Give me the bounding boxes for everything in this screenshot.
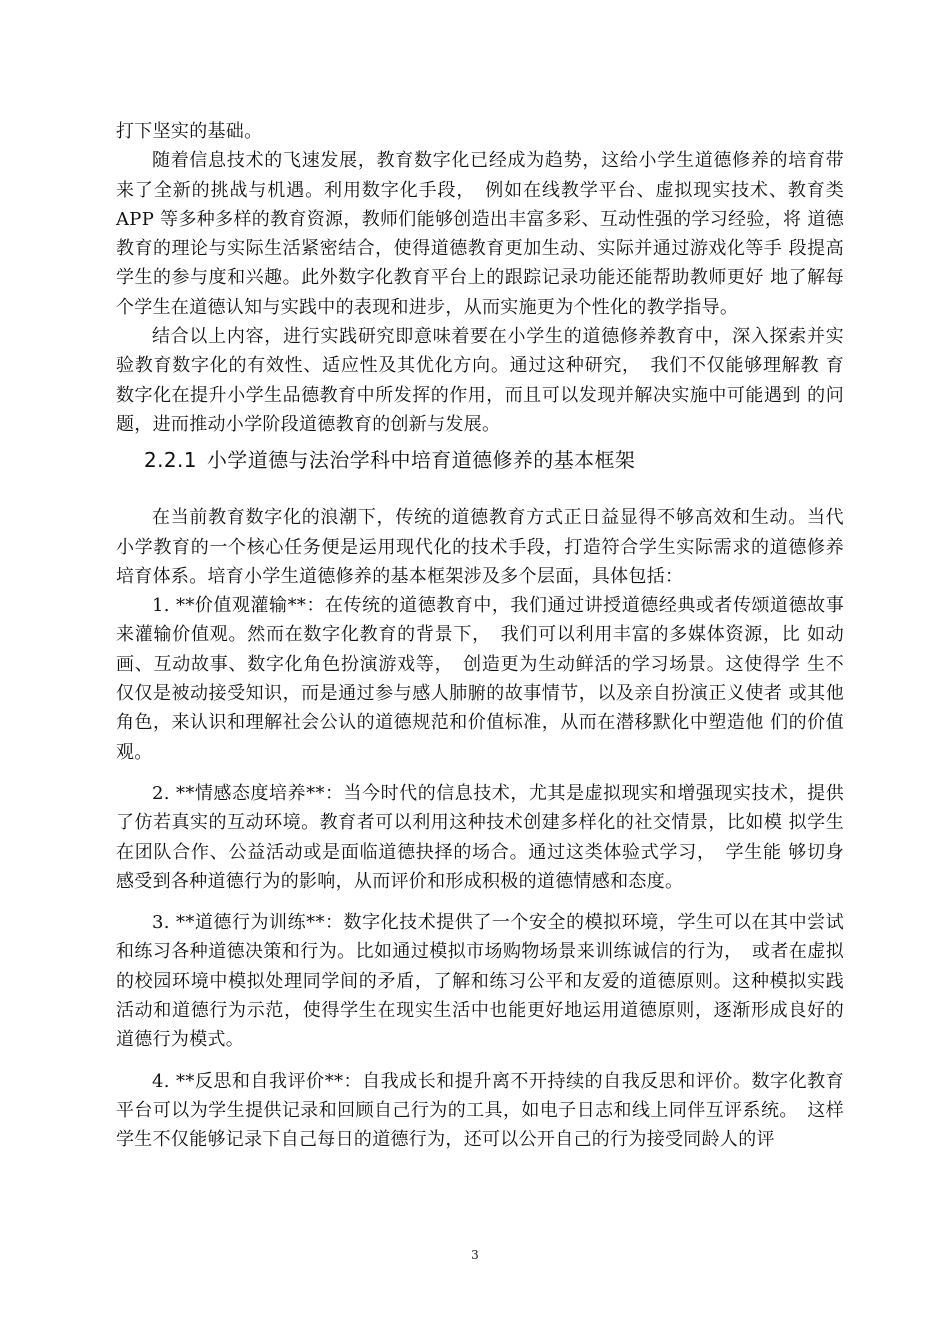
document-body bbox=[116, 117, 844, 1155]
list-item-reflection: 4. **反思和自我评价**：自我成长和提升离不开持续的自我反思和评价。数字化教育平台可以为学生提供记录和回顾自己行为的工具，如电子日志和线上同伴互评系统。 这样学生不仅能够记录下自己每日的道德行为，还可以公开自己的行为接受同龄人的评 bbox=[116, 1070, 844, 1151]
section-heading bbox=[116, 445, 844, 475]
paragraph-practice-research: 结合以上内容，进行实践研究即意味着要在小学生的道德修养教育中，深入探索并实验教育数字化的有效性、适应性及其优化方向。通过这种研究， 我们不仅能够理解教 育数字化在提升小学生品德教育中所发挥的作用，而且可以发现并解决实施中可能遇到 的问题，进而推动小学阶段道德教育的创新与发展。 bbox=[116, 326, 844, 435]
section-title: 小学道德与法治学科中培育道德修养的基本框架 bbox=[206, 448, 636, 473]
section-number: 2.2.1 bbox=[144, 448, 197, 473]
page-number: 3 bbox=[471, 1248, 479, 1262]
list-item-emotion: 2. **情感态度培养**：当今时代的信息技术，尤其是虚拟现实和增强现实技术，提供了仿若真实的互动环境。教育者可以利用这种技术创建多样化的社交情景，比如模 拟学生在团队合作、公益活动或是面临道德抉择的场合。通过这类体验式学习， 学生能 够切身感受到各种道德行为的影响，从而评价和形成积极的道德情感和态度。 bbox=[116, 782, 844, 892]
list-item-values: 1. **价值观灌输**：在传统的道德教育中，我们通过讲授道德经典或者传颂道德故事来灌输价值观。然而在数字化教育的背景下， 我们可以利用丰富的多媒体资源，比 如动画、互动故事、数字化角色扮演游戏等， 创造更为生动鲜活的学习场景。这使得学 生不仅仅是被动接受知识，而是通过参与感人肺腑的故事情节，以及亲自扮演正义使者 或其他角色，来认识和理解社会公认的道德规范和价值标准，从而在潜移默化中塑造他 们的价值观。 bbox=[116, 595, 844, 763]
paragraph-digitalization-trend: 随着信息技术的飞速发展，教育数字化已经成为趋势，这给小学生道德修养的培育带来了全新的挑战与机遇。利用数字化手段， 例如在线教学平台、虚拟现实技术、教育类 APP 等多种多样的教育资源，教师们能够创造出丰富多彩、互动性强的学习经验，将 道德教育的理论与实际生活紧密结合，使得道德教育更加生动、实际并通过游戏化等手 段提高学生的参与度和兴趣。此外数字化教育平台上的跟踪记录功能还能帮助教师更好 地了解每个学生在道德认知与实践中的表现和进步，从而实施更为个性化的教学指导。 bbox=[116, 150, 844, 318]
paragraph-continuation: 打下坚实的基础。 bbox=[116, 121, 263, 142]
paragraph-intro: 在当前教育数字化的浪潮下，传统的道德教育方式正日益显得不够高效和生动。当代小学教育的一个核心任务便是运用现代化的技术手段，打造符合学生实际需求的道德修养培育体系。培育小学生道德修养的基本框架涉及多个层面，具体包括： bbox=[116, 507, 844, 587]
list-item-behavior: 3. **道德行为训练**：数字化技术提供了一个安全的模拟环境，学生可以在其中尝试和练习各种道德决策和行为。比如通过模拟市场购物场景来训练诚信的行为， 或者在虚拟的校园环境中模拟处理同学间的矛盾，了解和练习公平和友爱的道德原则。这种模拟实践活动和道德行为示范，使得学生在现实生活中也能更好地运用道德原则，逐渐形成良好的道德行为模式。 bbox=[116, 912, 844, 1051]
